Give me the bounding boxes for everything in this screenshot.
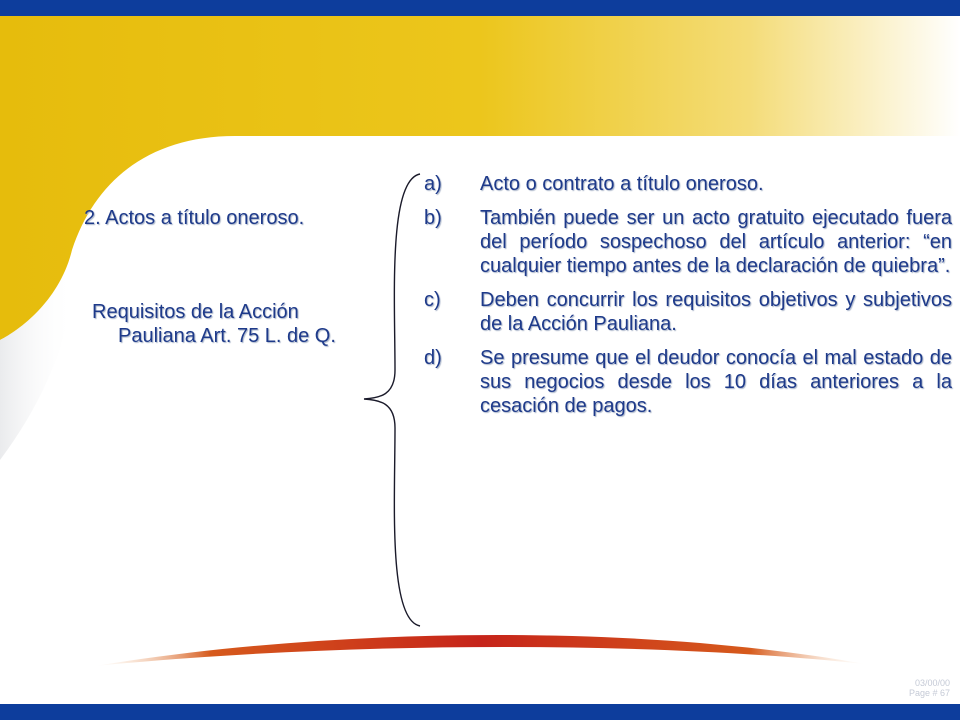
list-item: [420, 346, 952, 418]
requisites-label-line1: Requisitos de la Acción: [92, 301, 299, 323]
requirements-list: [420, 172, 952, 428]
list-item-text: Acto o contrato a título oneroso.: [480, 173, 764, 195]
list-marker: a): [424, 173, 442, 195]
section-subtitle: 2. Actos a título oneroso.: [84, 207, 305, 229]
list-marker: c): [424, 289, 441, 311]
list-marker: b): [424, 207, 442, 229]
list-item-text: Deben concurrir los requisitos objetivos y subjetivos de la Acción Pauliana.: [480, 289, 952, 335]
bottom-bar: [0, 704, 960, 720]
list-item: [420, 172, 952, 196]
list-item: [420, 206, 952, 278]
list-marker: d): [424, 347, 442, 369]
list-item-text: También puede ser un acto gratuito ejecutado fuera del período sospechoso del artículo anterior: “en cualquier tiempo antes de la declaración de quiebra”.: [480, 207, 952, 277]
footer-page-number: Page # 67: [908, 688, 950, 698]
requisites-label-line2: Pauliana Art. 75 L. de Q.: [118, 325, 336, 347]
footer-date: 03/00/00: [914, 678, 950, 688]
list-item: [420, 288, 952, 336]
list-item-text: Se presume que el deudor conocía el mal estado de sus negocios desde los 10 días anteriores a la cesación de pagos.: [480, 347, 952, 417]
